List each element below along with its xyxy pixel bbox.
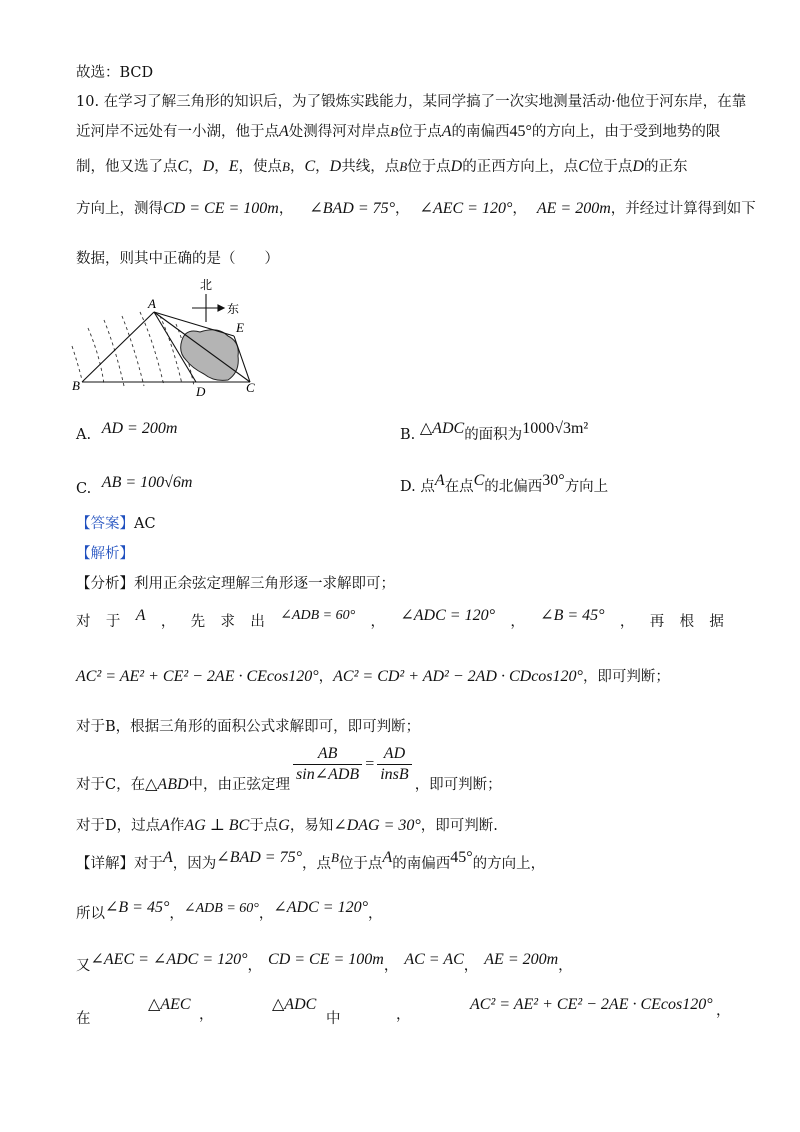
comma-2: ， [396,1007,411,1023]
middle-label: 中 [326,1011,341,1027]
comma-3: ， [716,1003,731,1019]
option-b: B. △ADC的面积为1000√3m² [400,420,589,443]
also-line: 又∠AEC = ∠ADC = 120°， CD = CE = 100m， AC = AC， AE = 200m， [76,951,573,974]
therefore-line: 所以∠B = 45°，∠ADB = 60°，∠ADC = 120°， [76,899,383,922]
question-number: 10. [76,94,100,110]
answer-tag: 【答案】 [76,516,134,532]
cosine-law-final: AC² = AE² + CE² − 2AE · CEcos120° [470,996,713,1013]
question-line-2: 近河岸不远处有一小湖，他于点A处测得河对岸点B位于点A的南偏西45°的方向上，由于受到地势的限 [76,123,721,140]
triangle-aec: △AEC [148,996,191,1013]
option-c: C. AB = 100√6m [76,474,193,497]
sine-law-fraction-right: $\frac{AD}{\text{insB}}$ [377,744,411,785]
sine-law-fraction-left: $\frac{AB}{\text{sin∠ADB}}$ [293,744,362,785]
point-b-label: B [72,378,80,393]
question-line-3: 制，他又选了点C，D，E，使点B，C，D共线，点B位于点D的正西方向上，点C位于点D的正东 [76,158,688,175]
point-a-label: A [148,296,156,311]
geometry-figure [68,276,268,404]
east-label: 东 [227,302,240,316]
point-e-label: E [236,320,244,335]
analysis-tag: 【解析】 [76,546,134,562]
compass-icon [192,294,224,322]
option-a: A. AD = 200m [76,420,178,443]
question-line-4: 方向上，测得CD = CE = 100m， ∠BAD = 75°， ∠AEC = 120°， AE = 200m，并经过计算得到如下 [76,200,756,217]
analysis-summary: 【分析】利用正余弦定理解三角形逐一求解即可； [76,576,395,592]
analysis-b-line: 对于B，根据三角形的面积公式求解即可，即可判断； [76,719,421,735]
answer-line [76,513,156,535]
point-c-label: C [246,380,255,395]
point-d-label: D [196,384,206,399]
previous-answer: 故选：BCD [76,65,154,81]
analysis-c-line: 对于C，在△ABD中，由正弦定理 $\frac{AB}{\text{sin∠ADB}}$ = $\frac{AD}{\text{insB}}$ ，即可判断； [76,745,502,793]
question-line-5: 数据，则其中正确的是（ ） [76,251,279,267]
cosine-law-line: AC² = AE² + CE² − 2AE · CEcos120°，AC² = CD² + AD² − 2AD · CDcos120°，即可判断； [76,668,670,685]
triangle-adc: △ADC [272,996,317,1013]
in-triangle-label: 在 [76,1011,91,1027]
analysis-a-line: 对 于 A ， 先 求 出 ∠ADB = 60° ， ∠ADC = 120° ， ∠B = 45° ， 再 根 据 [76,607,724,630]
option-d: D. 点A在点C的北偏西30°方向上 [400,472,609,495]
analysis-d-line: 对于D，过点A作AG ⊥ BC于点G，易知∠DAG = 30°，即可判断. [76,817,498,834]
question-line-1: 10. 在学习了解三角形的知识后，为了锻炼实践能力，某同学搞了一次实地测量活动·他位于河东岸，在靠 [76,94,747,110]
north-label: 北 [200,278,213,292]
detail-line: 【详解】对于A，因为∠BAD = 75°，点B位于点A的南偏西45°的方向上， [76,849,546,872]
answer-value: AC [134,516,156,532]
comma-1: ， [199,1007,214,1023]
